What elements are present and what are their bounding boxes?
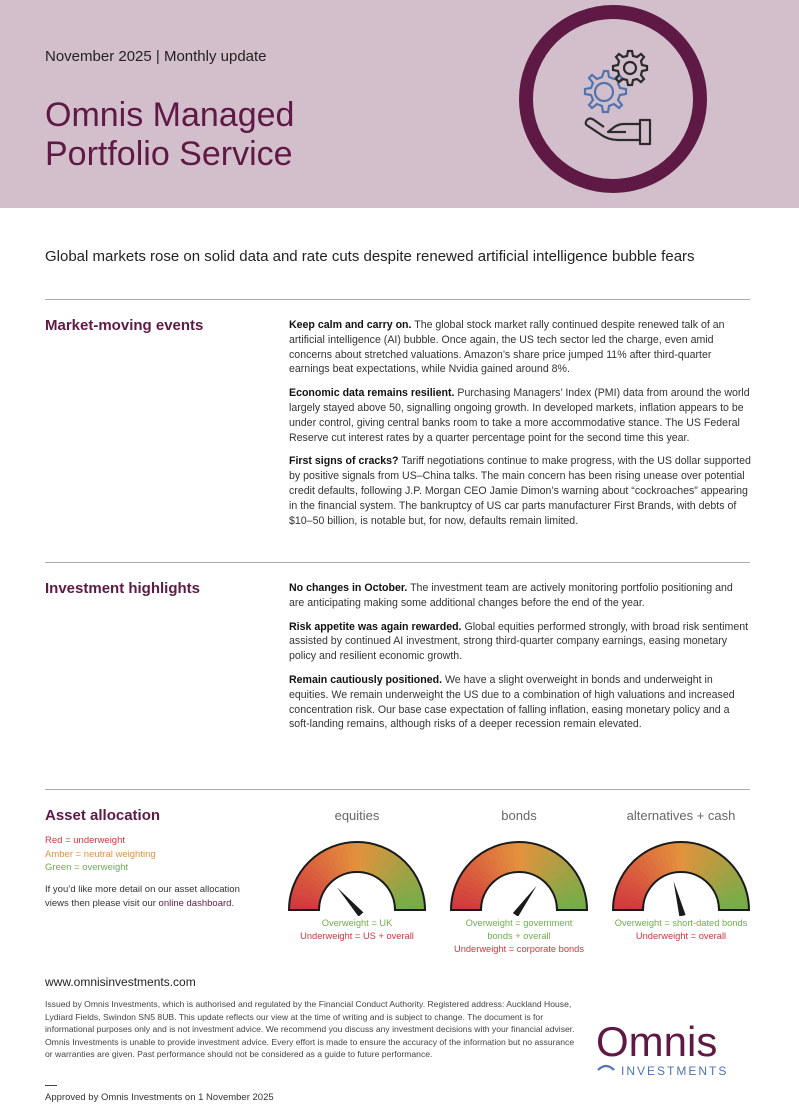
- market-event-item: [289, 386, 751, 445]
- item-text: We have a slight overweight in bonds and underweight in equities. We remain underweight the US due to a combination of high valuations and increased concentration risk. Our base case expectation of falling inflation, easing monetary policy and a soft-landing remains, although risks of a deeper recession remain elevated.: [289, 673, 735, 731]
- gauge-needle: [513, 886, 537, 916]
- legend-neutral: Amber = neutral weighting: [45, 848, 156, 860]
- divider: [45, 562, 750, 563]
- overweight-note: Overweight = government: [465, 918, 573, 928]
- gears-on-hand-icon: [518, 4, 708, 194]
- item-lead: Economic data remains resilient.: [289, 387, 455, 400]
- underweight-note: Underweight = corporate bonds: [454, 944, 584, 954]
- gauge-needle: [674, 881, 686, 916]
- highlight-item: [289, 581, 751, 611]
- item-text: Purchasing Managers’ Index (PMI) data from around the world largely stayed above 50, signalling ongoing growth. In developed markets, inflation appears to be under control, giving central banks room to take a more accommodative stance. The US Federal Reserve cut interest rates by a quarter percentage point for the second time this year.: [289, 387, 750, 444]
- item-lead: No changes in October.: [289, 582, 408, 594]
- investment-highlights-body: [289, 581, 751, 741]
- website-link[interactable]: www.omnisinvestments.com: [45, 975, 196, 989]
- gauge-equities: [282, 806, 432, 943]
- online-dashboard-link[interactable]: online dashboard: [158, 897, 232, 909]
- overweight-note: Overweight = UK: [321, 918, 393, 928]
- page-title: [45, 96, 294, 174]
- item-text: Tariff negotiations continue to make progress, with the US dollar supported by positive signals from US–China talks. The main concern has been rising unease over potential credit defaults, following J.P. Morgan CEO Jamie Dimon’s warning about “cockroaches” appearing in the financial system. The bankruptcy of US car parts manufacturer First Brands, with debts of $10–50 billion, is notable but, for now, defaults remain limited.: [289, 455, 751, 527]
- market-events-body: [289, 318, 751, 537]
- item-lead: Remain cautiously positioned.: [289, 673, 443, 686]
- gauge-needle: [337, 887, 363, 916]
- investment-highlights-heading: Investment highlights: [45, 580, 201, 597]
- gauge-dial: [447, 836, 591, 916]
- logo-arc-icon: [598, 1066, 614, 1070]
- dashboard-note-text: If you’d like more detail on our asset allocation views then please visit our: [45, 884, 240, 909]
- legend-overweight: Green = overweight: [45, 862, 129, 873]
- gauge-title: alternatives + cash: [626, 808, 736, 823]
- gauge-title: equities: [334, 808, 380, 823]
- item-text: Global equities performed strongly, with broad risk sentiment assisted by continued AI investment, strong third-quarter company earnings, easing monetary policy and resilient economic growth.: [289, 620, 749, 663]
- header-banner: [0, 0, 799, 208]
- divider: [45, 789, 750, 790]
- underweight-note: Underweight = US + overall: [300, 931, 414, 941]
- item-text: The investment team are actively monitoring portfolio positioning and are anticipating making some additional changes before the end of the year.: [289, 582, 733, 609]
- item-text: The global stock market rally continued despite renewed talk of an artificial intelligence (AI) bubble. Once again, the US tech sector led the charge, even amid concerns about stretched valuations. Amazon’s share price jumped 11% after third-quarter earnings beat expectations, while Nvidia gained around 8%.: [289, 319, 725, 376]
- asset-allocation-heading: Asset allocation: [45, 807, 161, 824]
- headline-summary: Global markets rose on solid data and rate cuts despite renewed artificial intelligence bubble fears: [45, 248, 695, 265]
- legend-underweight: Red = underweight: [45, 835, 126, 846]
- gauge-bonds: [444, 806, 594, 956]
- highlight-item: [289, 620, 751, 664]
- market-event-item: [289, 454, 751, 528]
- gauge-title: bonds: [501, 808, 537, 823]
- item-lead: First signs of cracks?: [289, 455, 399, 468]
- dashboard-note: [45, 883, 260, 910]
- gauge-dial: [285, 836, 429, 916]
- gauge-caption: [606, 917, 756, 943]
- omnis-logo: [594, 1018, 754, 1080]
- overweight-note-cont: bonds + overall: [487, 931, 551, 941]
- issue-date: November 2025 | Monthly update: [45, 48, 267, 65]
- allocation-legend: [45, 834, 156, 875]
- legal-disclaimer: Issued by Omnis Investments, which is authorised and regulated by the Financial Conduct Authority. Registered address: Auckland House, Lydiard Fields, Swindon SN5 8UB. This update reflects our view at the time of writing and is subject to change. The document is for informational purposes only and is not investment advice. We recommend you discuss any investment decisions with your financial adviser. Omnis Investments is unable to provide investment advice. Every effort is made to ensure the accuracy of the information but no assurance or warranties are given. Past performance should not be considered as a guide to future performance.: [45, 999, 575, 1060]
- item-lead: Risk appetite was again rewarded.: [289, 620, 462, 633]
- page-title-line-1: Omnis Managed: [45, 96, 295, 134]
- underweight-note: Underweight = overall: [635, 931, 727, 941]
- divider: [45, 1085, 57, 1086]
- gauge-caption: [444, 917, 594, 956]
- market-event-item: [289, 318, 751, 377]
- item-lead: Keep calm and carry on.: [289, 319, 412, 331]
- dashboard-note-end: .: [231, 897, 235, 909]
- divider: [45, 299, 750, 300]
- gauge-alternatives-cash: [606, 806, 756, 943]
- highlight-item: [289, 673, 751, 732]
- logo-wordmark: Omnis: [596, 1018, 718, 1065]
- overweight-note: Overweight = short-dated bonds: [614, 918, 748, 928]
- page-title-line-2: Portfolio Service: [45, 135, 293, 173]
- approval-line: Approved by Omnis Investments on 1 November 2025: [45, 1092, 274, 1103]
- market-events-heading: Market-moving events: [45, 317, 204, 334]
- gauge-dial: [609, 836, 753, 916]
- logo-subtitle: INVESTMENTS: [621, 1064, 729, 1078]
- gauge-caption: [282, 917, 432, 943]
